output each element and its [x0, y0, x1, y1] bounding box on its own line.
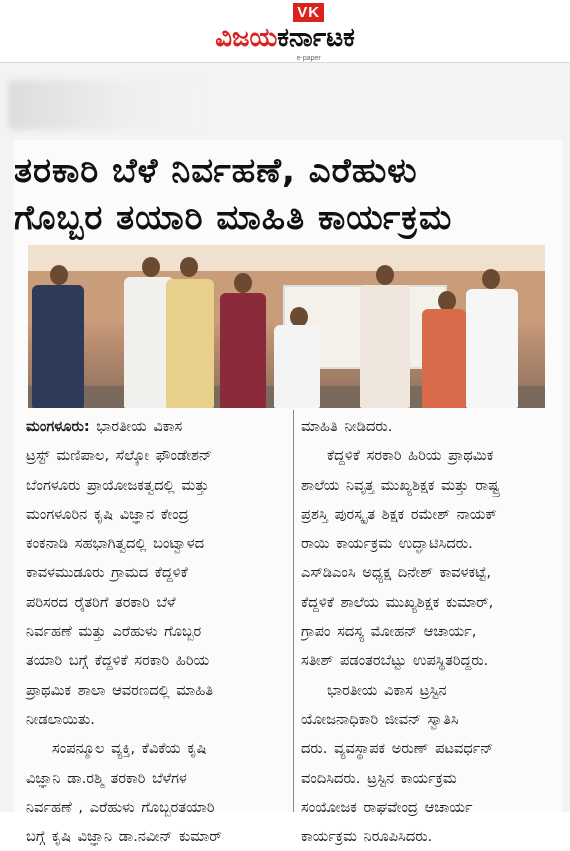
body-line: ನೀಡಲಾಯಿತು. — [26, 710, 95, 728]
masthead — [0, 0, 570, 63]
dateline: ಮಂಗಳೂರು: — [26, 418, 90, 435]
headline-line-2: ಗೊಬ್ಬರ ತಯಾರಿ ಮಾಹಿತಿ ಕಾರ್ಯಕ್ರಮ — [14, 198, 453, 238]
person-head — [180, 257, 198, 277]
logo-text-black: ಕರ್ನಾಟಕ — [277, 23, 355, 53]
body-line: ದರು. ವ್ಯವಸ್ಥಾಪಕ ಅರುಣ್ ಪಟವರ್ಧನ್ — [301, 740, 494, 758]
body-line: ಗ್ರಾಪಂ ಸದಸ್ಯ ಮೋಹನ್ ಆಚಾರ್ಯ, — [301, 623, 477, 641]
person-head — [376, 265, 394, 285]
body-line: ಸತೀಶ್ ಪಡಂತರಬೆಟ್ಟು ಉಪಸ್ಥಿತರಿದ್ದರು. — [301, 652, 489, 670]
person — [466, 289, 518, 408]
person-head — [142, 257, 160, 277]
body-line: ಕಂಕನಾಡಿ ಸಹಭಾಗಿತ್ವದಲ್ಲಿ ಬಂಟ್ವಾಳದ — [26, 535, 205, 553]
body-line: ರಾಯಿ ಕಾರ್ಯಕ್ರಮ ಉದ್ಘಾಟಿಸಿದರು. — [301, 535, 473, 553]
article-column-left — [26, 412, 290, 851]
body-line: ಎಸ್‌ಡಿಎಂಸಿ ಅಧ್ಯಕ್ಷ ದಿನೇಶ್ ಕಾವಳಕಟ್ಟೆ, — [301, 564, 491, 582]
body-line: ನಿರ್ವಹಣೆ , ಎರೆಹುಳು ಗೊಬ್ಬರತಯಾರಿ — [26, 798, 215, 816]
body-line: ಕಾರ್ಯಕ್ರಮ ನಿರೂಪಿಸಿದರು. — [301, 828, 433, 846]
body-line: ಸಂಯೋಜಕ ರಾಘವೇಂದ್ರ ಆಚಾರ್ಯ — [301, 798, 473, 816]
person — [422, 309, 466, 408]
person — [360, 285, 410, 408]
article-column-right — [301, 412, 565, 851]
person-head — [290, 307, 308, 327]
body-line: ನಿರ್ವಹಣೆ ಮತ್ತು ಎರೆಹುಳು ಗೊಬ್ಬರ — [26, 623, 202, 641]
body-line: ಬಗ್ಗೆ ಕೃಷಿ ವಿಜ್ಞಾನಿ ಡಾ.ನವೀನ್ ಕುಮಾರ್ — [26, 828, 222, 846]
vk-badge: VK — [293, 3, 324, 22]
person-head — [482, 269, 500, 289]
body-line: ಟ್ರಸ್ಟ್ ಮಣಿಪಾಲ, ಸೆಲ್ಕೋ ಫೌಂಡೇಶನ್ — [26, 447, 212, 465]
person — [166, 279, 214, 408]
person-head — [50, 265, 68, 285]
body-line: ಮಾಹಿತಿ ನೀಡಿದರು. — [301, 418, 393, 435]
body-line: ಪ್ರಾಥಮಿಕ ಶಾಲಾ ಆವರಣದಲ್ಲಿ ಮಾಹಿತಿ — [26, 681, 214, 699]
article-headline — [14, 148, 562, 242]
person-head — [234, 273, 252, 293]
body-line: ಮಂಗಳೂರಿನ ಕೃಷಿ ವಿಜ್ಞಾನ ಕೇಂದ್ರ — [26, 505, 189, 523]
body-line: ಕಾವಳಮುಡೂರು ಗ್ರಾಮದ ಕೆದ್ದಳಿಕೆ — [26, 564, 188, 582]
blurred-previous-article — [8, 80, 198, 130]
body-line: ಪರಿಸರದ ರೈತರಿಗೆ ತರಕಾರಿ ಬೆಳೆ — [26, 593, 176, 611]
body-line: ಬೆಂಗಳೂರು ಪ್ರಾಯೋಜಕತ್ವದಲ್ಲಿ ಮತ್ತು — [26, 476, 209, 494]
epaper-label: e-paper — [296, 55, 321, 62]
body-line: ಕೆದ್ದಳಿಕೆ ಶಾಲೆಯ ಮುಖ್ಯಶಿಕ್ಷಕ ಕುಮಾರ್, — [301, 593, 494, 611]
body-line: ವಿಜ್ಞಾನಿ ಡಾ.ರಶ್ಮಿ ತರಕಾರಿ ಬೆಳೆಗಳ — [26, 769, 187, 787]
headline-line-1: ತರಕಾರಿ ಬೆಳೆ ನಿರ್ವಹಣೆ, ಎರೆಹುಳು — [14, 151, 418, 191]
body-line: ಭಾರತೀಯ ವಿಕಾಸ — [89, 418, 183, 435]
person — [32, 285, 84, 408]
body-line: ಯೋಜನಾಧಿಕಾರಿ ಜೀವನ್ ಸ್ವಾತಿಸಿ — [301, 710, 459, 728]
body-line: ವಂದಿಸಿದರು. ಟ್ರಸ್ಟಿನ ಕಾರ್ಯಕ್ರಮ — [301, 769, 457, 787]
body-line: ಕೆದ್ದಳಿಕೆ ಸರಕಾರಿ ಹಿರಿಯ ಪ್ರಾಥಮಿಕ — [327, 447, 494, 465]
person — [274, 325, 320, 408]
logo-text-red: ವಿಜಯ — [215, 23, 278, 53]
body-line: ಪ್ರಶಸ್ತಿ ಪುರಸ್ಕೃತ ಶಿಕ್ಷಕ ರಮೇಶ್ ನಾಯಕ್ — [301, 505, 497, 523]
body-line: ಸಂಪನ್ಮೂಲ ವ್ಯಕ್ತಿ, ಕೆವಿಕೆಯ ಕೃಷಿ — [52, 740, 207, 758]
person-head — [438, 291, 456, 311]
body-line: ತಯಾರಿ ಬಗ್ಗೆ ಕೆದ್ದಳಿಕೆ ಸರಕಾರಿ ಹಿರಿಯ — [26, 652, 210, 670]
vijay-karnataka-logo[interactable] — [215, 4, 355, 62]
column-divider — [293, 410, 294, 812]
body-line: ಭಾರತೀಯ ವಿಕಾಸ ಟ್ರಸ್ಟಿನ — [327, 681, 447, 699]
event-photo — [28, 245, 545, 408]
photo-roof — [28, 245, 545, 271]
body-line: ಶಾಲೆಯ ನಿವೃತ್ತ ಮುಖ್ಯಶಿಕ್ಷಕ ಮತ್ತು ರಾಷ್ಟ್ರ — [301, 476, 500, 494]
person — [220, 293, 266, 408]
